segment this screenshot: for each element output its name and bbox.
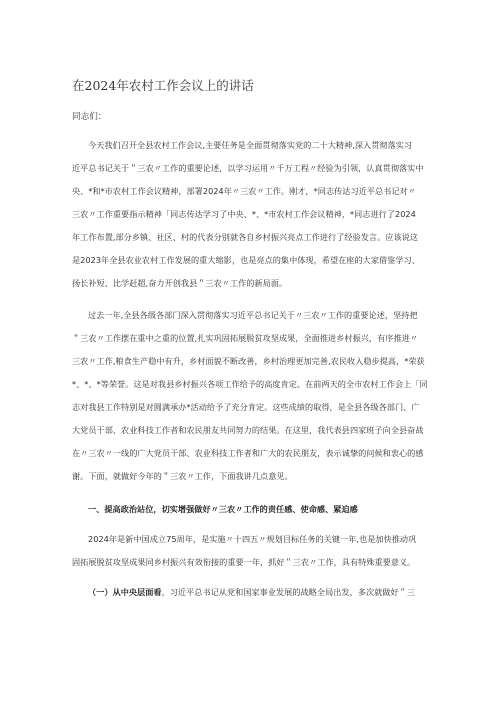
paragraph-1-line-4: 三农〃工作重要指示精神「同志传达学习了中央、*、*市农村工作会议精神，*同志进行了2024 (72, 209, 416, 219)
subsection-lead: （一）从中央层面看 (88, 587, 162, 597)
paragraph-2-line-3: 三农〃工作,粮食生产稳中有升，乡村面貌不断改善，乡村治理更加完善,农民收入稳步提高，*荣获 (72, 356, 425, 366)
paragraph-2-line-5: 志对我县工作特别是对圆满承办*活动给予了充分肯定。这些成绩的取得，是全县各级各部门、广 (72, 402, 420, 412)
paragraph-1-line-2: 近平总书记关于＂三农〃工作的重要论述，以学习运用〃千万工程〃经验为引领，认真贯彻落实中 (72, 163, 424, 173)
paragraph-3-line-2: 固拓展脱贫攻坚成果同乡村振兴有效衔接的重要一年，抓好＂三农〃工作，具有特殊重要意义。 (72, 557, 416, 567)
paragraph-1-line-6: 是2023年全县农业农村工作发展的重大缩影，也是亮点的集中体现，希望在座的大家借鉴学习、 (72, 255, 420, 265)
document-title: 在2024年农村工作会议上的讲话 (72, 78, 254, 93)
paragraph-2-line-2: ＂三农〃工作摆在重中之重的位置,扎实巩固拓展脱贫攻坚成果，全面推进乡村振兴，有序推进〃 (72, 333, 418, 343)
paragraph-2-line-7: 在〃三农〃一线的广大党员干部、农业科技工作者和广大的农民朋友，表示诚挚的问候和衷心的感 (72, 448, 424, 458)
paragraph-1-line-1: 今天我们召开全县农村工作会议,主要任务是全面贯彻落实党的二十大精神,深入贯彻落实习 (88, 140, 413, 150)
paragraph-2-line-4: *、*、*等荣誉。这是对我县乡村振兴各项工作给予的高度肯定。在前两天的全市农村工作会上「同 (72, 379, 428, 389)
paragraph-1-line-3: 央、*和*市农村工作会议精神，部署2024年〃三农〃工作。刚才，*同志传达习近平总书记对〃 (72, 186, 416, 196)
paragraph-4-line-1 (88, 587, 415, 597)
paragraph-2-line-8: 谢。下面，就做好今年的＂三农〃工作，下面我讲几点意见。 (72, 471, 293, 481)
paragraph-4-text: ，习近平总书记从党和国家事业发展的战略全局出发，多次就做好＂三 (161, 587, 416, 597)
paragraph-1-line-5: 年工作布置,部分乡镇、社区、村的代表分别就各自乡村振兴亮点工作进行了经验发言。应该说这 (72, 232, 418, 242)
paragraph-1-line-7: 扬长补短、比学赶超,奋力开创我县＂三农〃工作的新局面。 (72, 278, 288, 288)
paragraph-2-line-6: 大党员干部、农业科技工作者和农民朋友共同努力的结果。在这里，我代表县四家班子向全县奋战 (72, 425, 424, 435)
paragraph-2-line-1: 过去一年,全县各级各部门深入贯彻落实习近平总书记关于〃三农〃工作的重要论述，坚持把 (88, 310, 418, 320)
paragraph-3-line-1: 2024年是新中国成立75周年，是实施〃十四五〃规划目标任务的关键一年,也是加快推动巩 (88, 534, 417, 544)
salutation: 同志们： (72, 112, 107, 122)
section-heading-1: 一、提高政治站位，切实增强做好〃三农〃工作的责任感、使命感、紧迫感 (88, 504, 358, 514)
